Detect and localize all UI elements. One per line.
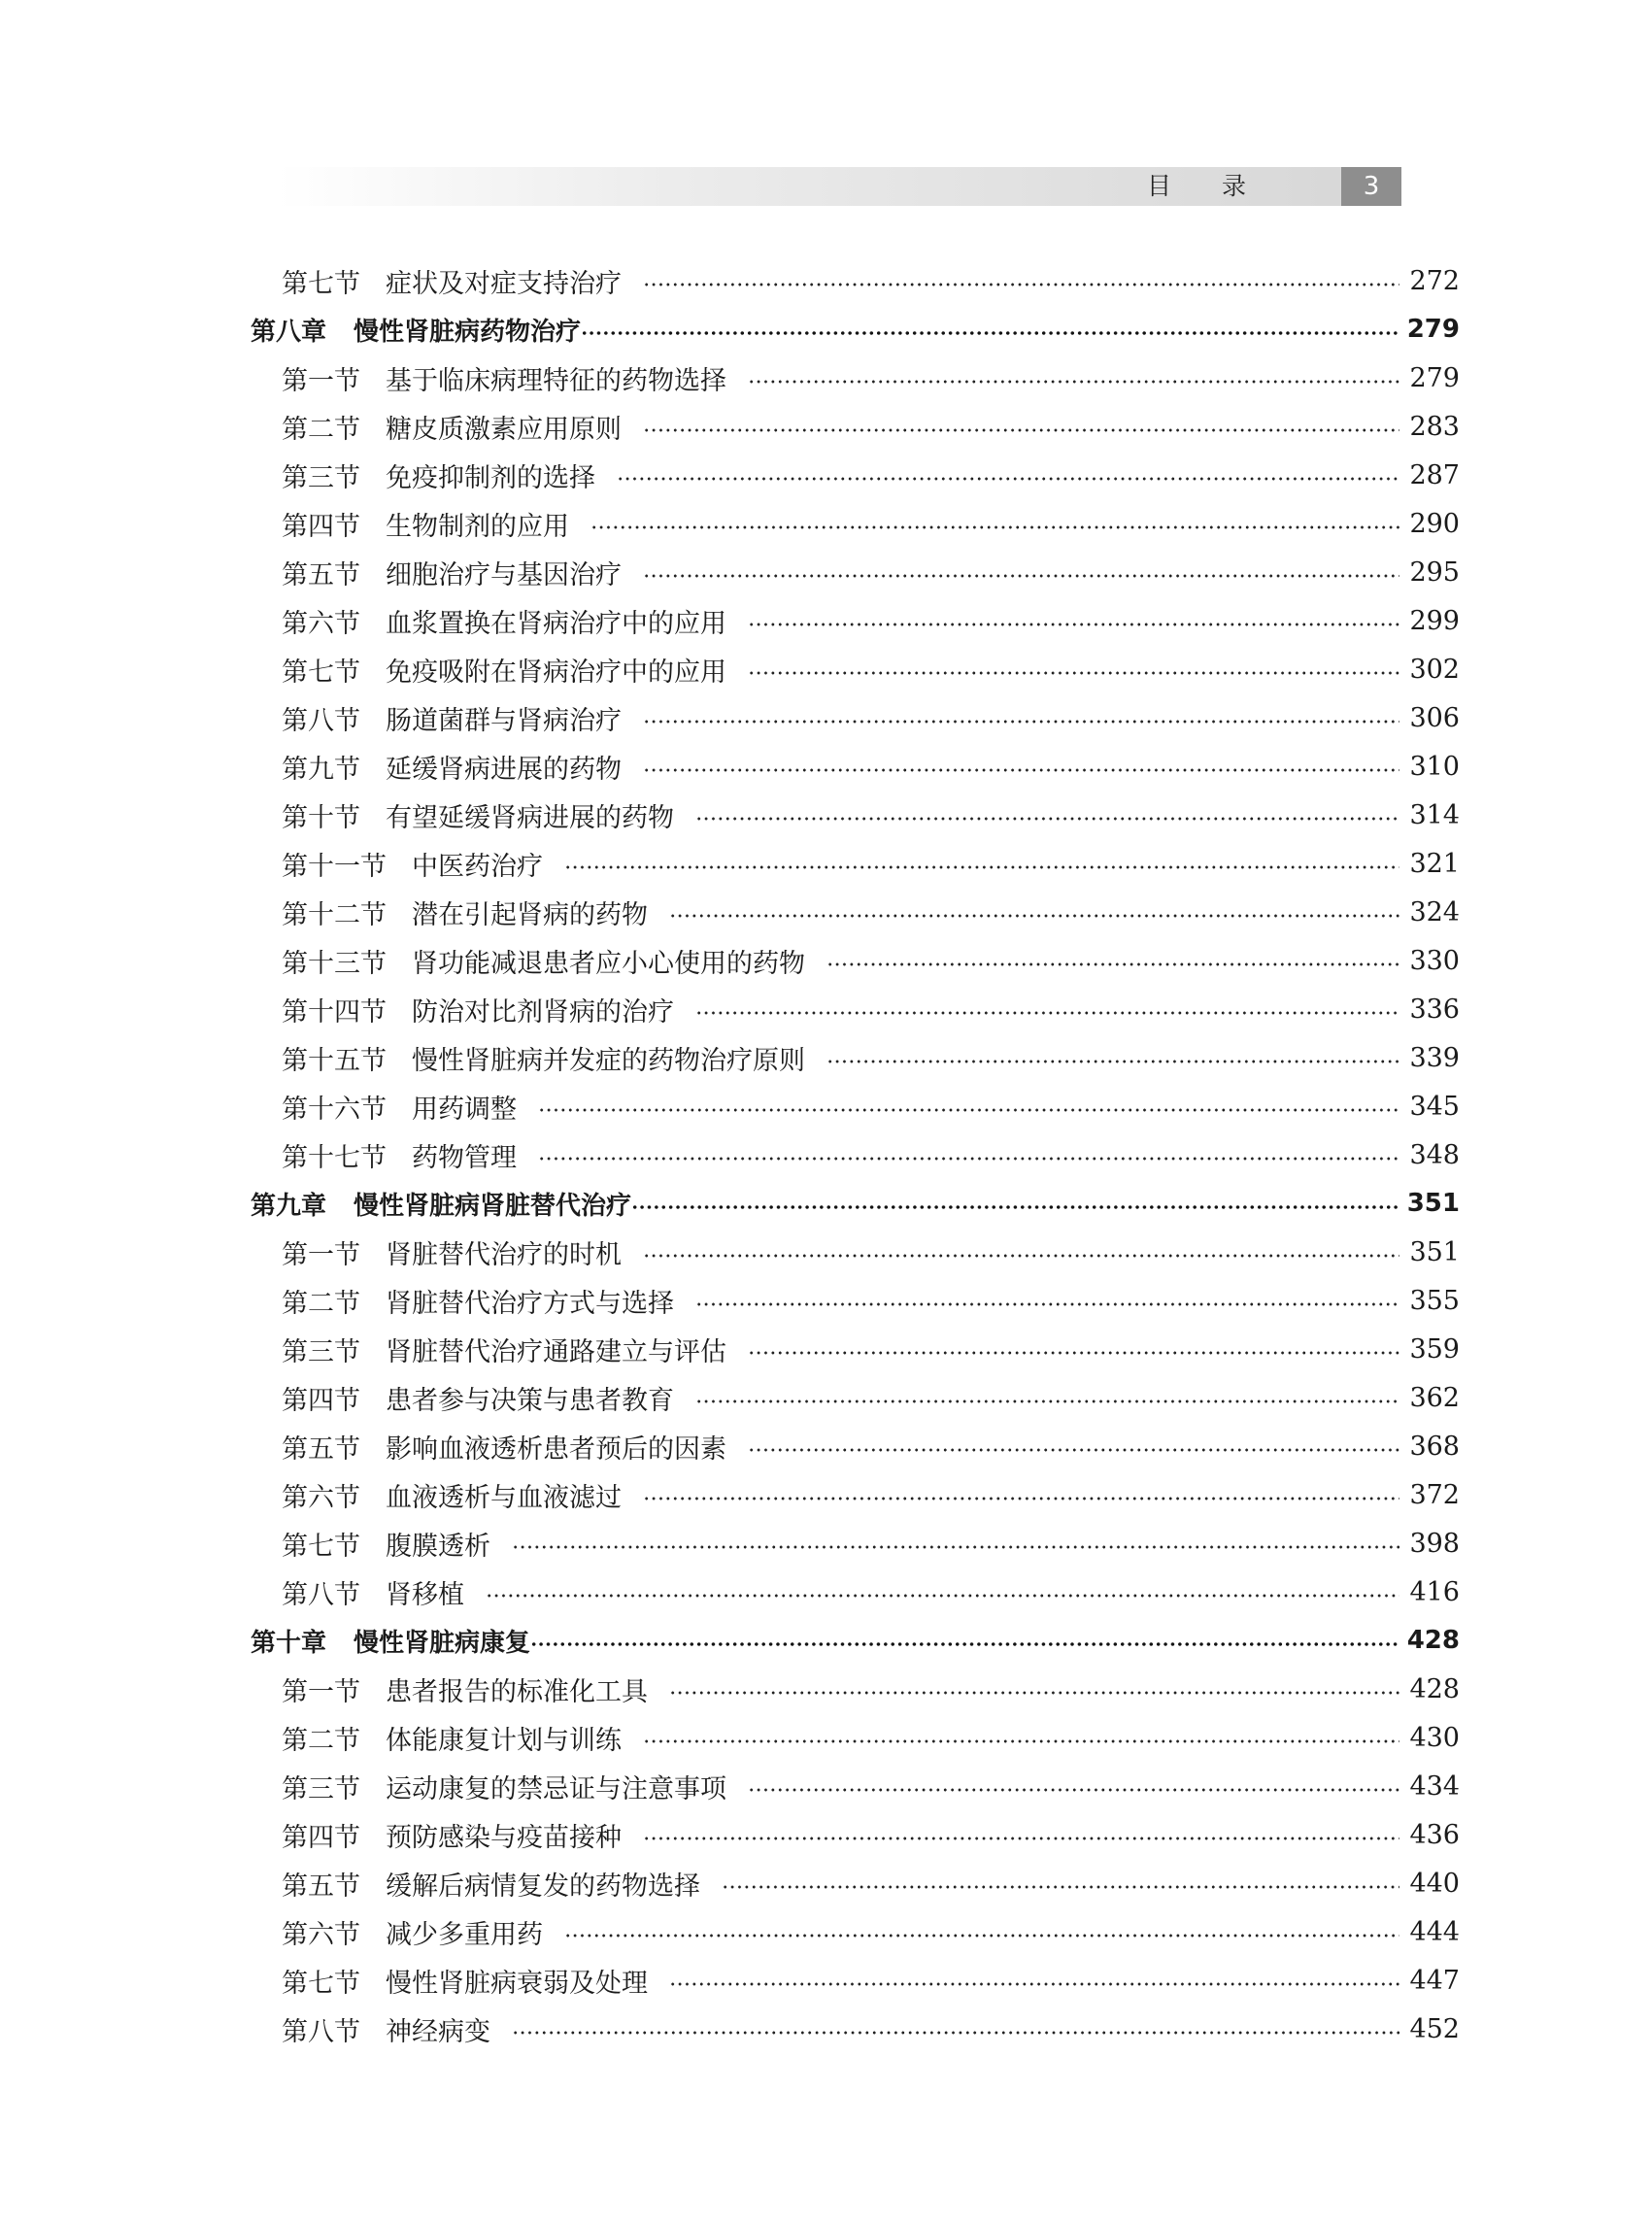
entry-title: 防治对比剂肾病的治疗 [412, 996, 674, 1028]
dot-leader [643, 1253, 1399, 1259]
entry-number: 第九章 [251, 1191, 327, 1221]
toc-section-entry[interactable] [251, 1519, 1460, 1568]
entry-title: 有望延缓肾病进展的药物 [386, 802, 674, 833]
toc-section-entry[interactable] [251, 1422, 1460, 1470]
dot-leader [748, 379, 1399, 385]
entry-title: 肠道菌群与肾病治疗 [386, 705, 622, 736]
entry-number: 第三节 [282, 1773, 360, 1804]
entry-title: 血浆置换在肾病治疗中的应用 [386, 608, 726, 639]
entry-page-number: 321 [1409, 848, 1460, 879]
entry-page-number: 345 [1409, 1091, 1460, 1122]
entry-number: 第二节 [282, 1725, 360, 1756]
toc-section-entry[interactable] [251, 1325, 1460, 1373]
entry-title: 糖皮质激素应用原则 [386, 414, 622, 445]
toc-section-entry[interactable] [251, 839, 1460, 888]
toc-section-entry[interactable] [251, 1082, 1460, 1130]
toc-chapter-entry[interactable] [251, 305, 1460, 354]
entry-number: 第十三节 [282, 948, 387, 979]
entry-number: 第二节 [282, 414, 360, 445]
toc-section-entry[interactable] [251, 548, 1460, 596]
dot-leader [512, 1544, 1399, 1550]
entry-page-number: 359 [1409, 1333, 1460, 1365]
table-of-contents [251, 256, 1460, 2053]
entry-number: 第五节 [282, 1871, 360, 1902]
dot-leader [590, 524, 1399, 530]
entry-number: 第四节 [282, 1385, 360, 1416]
dot-leader [669, 913, 1399, 919]
entry-page-number: 351 [1406, 1189, 1460, 1218]
entry-page-number: 290 [1409, 508, 1460, 539]
entry-page-number: 324 [1409, 896, 1460, 927]
entry-page-number: 302 [1409, 654, 1460, 685]
dot-leader [748, 622, 1399, 627]
entry-number: 第八章 [251, 317, 327, 347]
entry-page-number: 351 [1409, 1236, 1460, 1267]
entry-page-number: 279 [1406, 315, 1460, 344]
entry-title: 慢性肾脏病肾脏替代治疗 [354, 1191, 632, 1221]
entry-page-number: 436 [1409, 1819, 1460, 1850]
entry-title: 肾脏替代治疗的时机 [386, 1239, 622, 1270]
dot-leader [643, 427, 1399, 433]
entry-page-number: 339 [1409, 1042, 1460, 1073]
entry-title: 细胞治疗与基因治疗 [386, 559, 622, 590]
toc-section-entry[interactable] [251, 354, 1460, 402]
entry-page-number: 336 [1409, 994, 1460, 1025]
toc-section-entry[interactable] [251, 1470, 1460, 1519]
entry-number: 第四节 [282, 511, 360, 542]
entry-page-number: 287 [1409, 459, 1460, 490]
entry-title: 延缓肾病进展的药物 [386, 754, 622, 785]
toc-section-entry[interactable] [251, 693, 1460, 742]
entry-number: 第十五节 [282, 1045, 387, 1076]
dot-leader [643, 573, 1399, 579]
entry-page-number: 362 [1409, 1382, 1460, 1413]
dot-leader [564, 864, 1399, 870]
entry-number: 第三节 [282, 462, 360, 493]
entry-page-number: 372 [1409, 1479, 1460, 1510]
entry-page-number: 368 [1409, 1431, 1460, 1462]
toc-section-entry[interactable] [251, 985, 1460, 1033]
entry-title: 慢性肾脏病药物治疗 [354, 317, 582, 347]
dot-leader [669, 1981, 1399, 1987]
entry-title: 减少多重用药 [386, 1919, 543, 1950]
entry-title: 神经病变 [386, 2016, 490, 2047]
entry-page-number: 330 [1409, 945, 1460, 976]
entry-title: 用药调整 [412, 1094, 517, 1125]
entry-title: 免疫吸附在肾病治疗中的应用 [386, 657, 726, 688]
entry-number: 第七节 [282, 268, 360, 299]
dot-leader [695, 1301, 1399, 1307]
entry-number: 第一节 [282, 365, 360, 396]
entry-number: 第三节 [282, 1336, 360, 1367]
dot-leader [581, 330, 1398, 336]
entry-title: 中医药治疗 [412, 851, 543, 882]
entry-title: 预防感染与疫苗接种 [386, 1822, 622, 1853]
entry-number: 第一节 [282, 1239, 360, 1270]
entry-title: 慢性肾脏病康复 [354, 1628, 531, 1658]
entry-title: 潜在引起肾病的药物 [412, 899, 648, 930]
dot-leader [643, 1738, 1399, 1744]
entry-page-number: 430 [1409, 1722, 1460, 1753]
entry-number: 第八节 [282, 2016, 360, 2047]
toc-section-entry[interactable] [251, 499, 1460, 548]
entry-number: 第十一节 [282, 851, 387, 882]
entry-number: 第六节 [282, 608, 360, 639]
entry-title: 生物制剂的应用 [386, 511, 569, 542]
entry-title: 慢性肾脏病衰弱及处理 [386, 1968, 648, 1999]
entry-number: 第七节 [282, 1968, 360, 1999]
entry-page-number: 444 [1409, 1916, 1460, 1947]
toc-section-entry[interactable] [251, 1859, 1460, 1907]
entry-title: 基于临床病理特征的药物选择 [386, 365, 726, 396]
toc-section-entry[interactable] [251, 1568, 1460, 1616]
entry-number: 第十二节 [282, 899, 387, 930]
entry-number: 第七节 [282, 657, 360, 688]
toc-section-entry[interactable] [251, 402, 1460, 451]
toc-section-entry[interactable] [251, 451, 1460, 499]
toc-section-entry[interactable] [251, 596, 1460, 645]
entry-number: 第四节 [282, 1822, 360, 1853]
dot-leader [695, 1010, 1399, 1016]
entry-page-number: 314 [1409, 799, 1460, 830]
toc-section-entry[interactable] [251, 1907, 1460, 1956]
dot-leader [826, 1059, 1399, 1064]
toc-section-entry[interactable] [251, 1665, 1460, 1713]
entry-page-number: 279 [1409, 362, 1460, 393]
dot-leader [564, 1933, 1399, 1938]
toc-section-entry[interactable] [251, 888, 1460, 936]
toc-section-entry[interactable] [251, 1033, 1460, 1082]
toc-chapter-entry[interactable] [251, 1179, 1460, 1228]
entry-title: 影响血液透析患者预后的因素 [386, 1433, 726, 1465]
entry-title: 慢性肾脏病并发症的药物治疗原则 [412, 1045, 805, 1076]
dot-leader [748, 1787, 1399, 1793]
entry-title: 症状及对症支持治疗 [386, 268, 622, 299]
toc-chapter-entry[interactable] [251, 1616, 1460, 1665]
toc-section-entry[interactable] [251, 1956, 1460, 2005]
toc-section-entry[interactable] [251, 742, 1460, 791]
dot-leader [722, 1884, 1399, 1890]
toc-section-entry[interactable] [251, 1713, 1460, 1762]
running-header [277, 167, 1401, 206]
toc-section-entry[interactable] [251, 791, 1460, 839]
dot-leader [486, 1593, 1399, 1599]
entry-page-number: 348 [1409, 1139, 1460, 1170]
toc-section-entry[interactable] [251, 645, 1460, 693]
entry-page-number: 306 [1409, 702, 1460, 733]
entry-title: 患者参与决策与患者教育 [386, 1385, 674, 1416]
entry-title: 免疫抑制剂的选择 [386, 462, 595, 493]
entry-number: 第五节 [282, 559, 360, 590]
toc-section-entry[interactable] [251, 1228, 1460, 1276]
entry-title: 腹膜透析 [386, 1531, 490, 1562]
toc-section-entry[interactable] [251, 936, 1460, 985]
entry-number: 第十节 [282, 802, 360, 833]
dot-leader [643, 1496, 1399, 1501]
entry-page-number: 272 [1409, 265, 1460, 296]
entry-number: 第十六节 [282, 1094, 387, 1125]
entry-number: 第六节 [282, 1919, 360, 1950]
entry-number: 第八节 [282, 705, 360, 736]
entry-page-number: 310 [1409, 751, 1460, 782]
entry-number: 第六节 [282, 1482, 360, 1513]
entry-title: 患者报告的标准化工具 [386, 1676, 648, 1707]
entry-number: 第十章 [251, 1628, 327, 1658]
entry-number: 第九节 [282, 754, 360, 785]
entry-page-number: 428 [1406, 1626, 1460, 1655]
dot-leader [695, 1399, 1399, 1404]
entry-number: 第一节 [282, 1676, 360, 1707]
toc-section-entry[interactable] [251, 2005, 1460, 2053]
dot-leader [643, 719, 1399, 725]
entry-number: 第二节 [282, 1288, 360, 1319]
entry-title: 肾移植 [386, 1579, 464, 1610]
dot-leader [538, 1156, 1399, 1162]
dot-leader [643, 767, 1399, 773]
entry-page-number: 355 [1409, 1285, 1460, 1316]
entry-page-number: 447 [1409, 1965, 1460, 1996]
entry-page-number: 434 [1409, 1770, 1460, 1802]
dot-leader [695, 816, 1399, 822]
entry-title: 肾脏替代治疗方式与选择 [386, 1288, 674, 1319]
dot-leader [748, 1447, 1399, 1453]
dot-leader [617, 476, 1399, 482]
dot-leader [643, 282, 1399, 287]
entry-title: 体能康复计划与训练 [386, 1725, 622, 1756]
entry-number: 第五节 [282, 1433, 360, 1465]
entry-number: 第十四节 [282, 996, 387, 1028]
dot-leader [748, 1350, 1399, 1356]
entry-number: 第七节 [282, 1531, 360, 1562]
entry-page-number: 416 [1409, 1576, 1460, 1607]
header-page-number: 3 [1341, 167, 1401, 206]
dot-leader [748, 670, 1399, 676]
header-title: 目 录 [1147, 172, 1267, 200]
toc-section-entry[interactable] [251, 1810, 1460, 1859]
entry-page-number: 283 [1409, 411, 1460, 442]
entry-page-number: 295 [1409, 556, 1460, 588]
entry-number: 第十七节 [282, 1142, 387, 1173]
dot-leader [643, 1836, 1399, 1841]
entry-number: 第八节 [282, 1579, 360, 1610]
dot-leader [538, 1107, 1399, 1113]
entry-page-number: 452 [1409, 2013, 1460, 2044]
toc-section-entry[interactable] [251, 1762, 1460, 1810]
entry-title: 肾功能减退患者应小心使用的药物 [412, 948, 805, 979]
toc-section-entry[interactable] [251, 1373, 1460, 1422]
entry-page-number: 440 [1409, 1868, 1460, 1899]
toc-section-entry[interactable] [251, 1276, 1460, 1325]
toc-section-entry[interactable] [251, 1130, 1460, 1179]
toc-section-entry[interactable] [251, 256, 1460, 305]
entry-title: 肾脏替代治疗通路建立与评估 [386, 1336, 726, 1367]
dot-leader [631, 1204, 1398, 1210]
dot-leader [512, 2030, 1399, 2036]
entry-title: 缓解后病情复发的药物选择 [386, 1871, 700, 1902]
dot-leader [826, 961, 1399, 967]
entry-title: 药物管理 [412, 1142, 517, 1173]
dot-leader [530, 1641, 1398, 1647]
dot-leader [669, 1690, 1399, 1696]
entry-page-number: 398 [1409, 1528, 1460, 1559]
entry-title: 运动康复的禁忌证与注意事项 [386, 1773, 726, 1804]
entry-page-number: 299 [1409, 605, 1460, 636]
entry-title: 血液透析与血液滤过 [386, 1482, 622, 1513]
entry-page-number: 428 [1409, 1673, 1460, 1704]
